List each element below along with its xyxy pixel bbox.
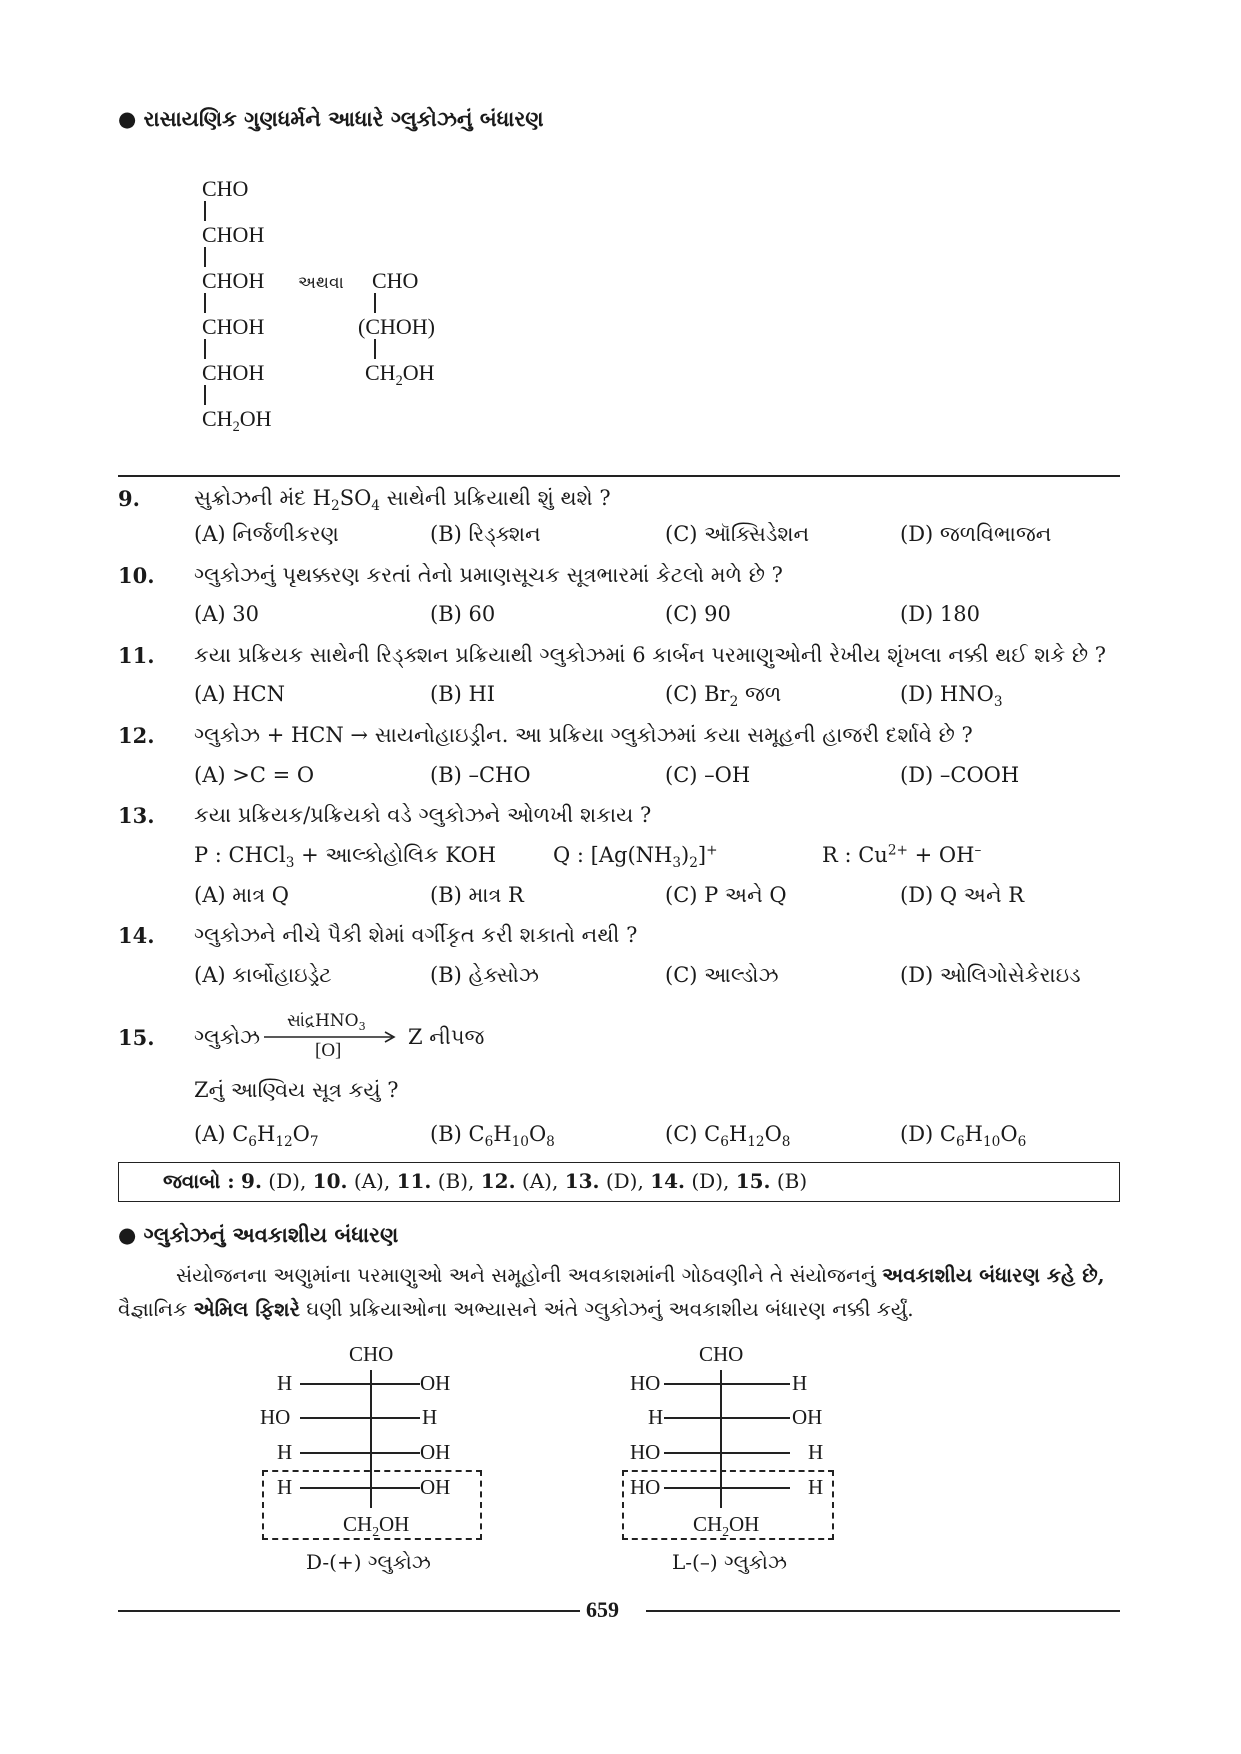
bond: [204, 201, 206, 221]
bond: [664, 1417, 790, 1419]
arrow-bottom-label: [O]: [315, 1040, 342, 1061]
or-word: અથવા: [298, 273, 344, 293]
l-row3-right: H: [808, 1440, 824, 1464]
question-number: 11.: [118, 643, 155, 668]
answer-value: (D),: [605, 1169, 644, 1193]
question-text: કયા પ્રક્રિયક સાથેની રિડ્ક્શન પ્રક્રિયાથી ગ્લુકોઝમાં 6 કાર્બન પરમાણુઓની રેખીય શૃંખલા નક્કી થઈ શકે છે ?: [194, 643, 1107, 667]
answer-num: 13.: [564, 1169, 600, 1193]
question-number: 15.: [118, 1025, 155, 1050]
l-row3-left: HO: [630, 1440, 661, 1464]
option-a: (A) 30: [194, 602, 259, 626]
bond: [204, 339, 206, 359]
footer-rule-left: [118, 1610, 580, 1612]
d-row2-left: HO: [260, 1405, 291, 1429]
l-row2-right: OH: [792, 1405, 823, 1429]
option-b: (B) રિડ્ક્શન: [430, 522, 541, 546]
section-heading-spatial-structure: ● ગ્લુકોઝનું અવકાશીય બંધારણ: [118, 1222, 399, 1247]
option-c: (C) આલ્ડોઝ: [665, 963, 779, 987]
d-glucose-caption: D-(+) ગ્લુકોઝ: [306, 1550, 431, 1574]
answer-num: 12.: [480, 1169, 516, 1193]
bond: [374, 293, 376, 313]
chain-group-3: CHOH: [202, 268, 265, 293]
option-b: (B) $C_6H_{10}O_8$: [430, 1122, 555, 1150]
question-number: 9.: [118, 486, 140, 511]
question-number: 12.: [118, 723, 155, 748]
answer-value: (A),: [521, 1169, 559, 1193]
bond: [204, 293, 206, 313]
option-b: (B) 60: [430, 602, 496, 626]
answer-value: (B),: [437, 1169, 475, 1193]
option-a: (A) >C = O: [194, 763, 315, 787]
bond: [204, 247, 206, 267]
option-a: (A) કાર્બોહાઇડ્રેટ: [194, 963, 332, 987]
l-row1-right: H: [792, 1371, 808, 1395]
reagent-r: R : $Cu^{2+} + OH^-$: [822, 842, 982, 867]
question-text: ગ્લુકોઝનું પૃથક્કરણ કરતાં તેનો પ્રમાણસૂચક સૂત્રભારમાં કેટલો મળે છે ?: [194, 563, 783, 587]
option-a: (A) માત્ર Q: [194, 883, 290, 907]
option-b: (B) HI: [430, 682, 496, 706]
option-b: (B) માત્ર R: [430, 883, 524, 907]
footer-rule-right: [646, 1610, 1120, 1612]
question-number: 14.: [118, 923, 155, 948]
alt-group-2: (CHOH): [358, 314, 435, 339]
reaction-reactant: ગ્લુકોઝ: [194, 1025, 261, 1049]
question-text: સુક્રોઝની મંદ $H_2SO_4$ સાથેની પ્રક્રિયાથી શું થશે ?: [194, 486, 611, 514]
option-d: (D) ઓલિગોસેકેરાઇડ: [900, 963, 1081, 987]
l-glucose-bottom-group: $CH_2OH$: [693, 1512, 760, 1539]
d-row3-left: H: [277, 1440, 293, 1464]
bond: [300, 1383, 420, 1385]
option-d: (D) –COOH: [900, 763, 1020, 787]
option-d: (D) જળવિભાજન: [900, 522, 1052, 546]
option-c: (C) $C_6H_{12}O_8$: [665, 1122, 791, 1150]
option-d: (D) $C_6H_{10}O_6$: [900, 1122, 1027, 1150]
bond: [300, 1417, 420, 1419]
option-c: (C) ઑક્સિડેશન: [665, 522, 810, 546]
d-row3-right: OH: [420, 1440, 451, 1464]
question-number: 13.: [118, 803, 155, 828]
option-a: (A) $C_6H_{12}O_7$: [194, 1122, 319, 1150]
paragraph-line-2: વૈજ્ઞાનિક એમિલ ફિશરે ઘણી પ્રક્રિયાઓના અભ્યાસને અંતે ગ્લુકોઝનું અવકાશીય બંધારણ નક્કી કર્યું.: [118, 1297, 914, 1321]
chain-group-4: CHOH: [202, 314, 265, 339]
question-number: 10.: [118, 563, 155, 588]
l-row1-left: HO: [630, 1371, 661, 1395]
l-row4-left: HO: [630, 1475, 661, 1499]
option-a: (A) નિર્જળીકરણ: [194, 522, 339, 546]
answer-value: (A),: [353, 1169, 391, 1193]
option-d: (D) Q અને R: [900, 883, 1025, 907]
d-row1-left: H: [277, 1371, 293, 1395]
divider: [118, 475, 1120, 477]
answers-label: જવાબો :: [163, 1169, 235, 1193]
answers-box: [118, 1162, 1120, 1202]
answer-value: (B): [776, 1169, 808, 1193]
bond: [664, 1383, 790, 1385]
option-c: (C) $Br_2$ જળ: [665, 682, 782, 710]
l-row4-right: H: [808, 1475, 824, 1499]
answer-value: (D),: [268, 1169, 307, 1193]
l-glucose-caption: L-(–) ગ્લુકોઝ: [672, 1550, 787, 1574]
option-d: (D) $HNO_3$: [900, 682, 1003, 710]
section-paragraph: [118, 1258, 1120, 1326]
chain-group-6: $CH_2OH$: [202, 406, 272, 435]
answer-num: 10.: [312, 1169, 348, 1193]
alt-group-1: CHO: [372, 268, 419, 293]
reaction-product: Z નીપજ: [408, 1025, 485, 1049]
bond: [300, 1452, 420, 1454]
question-text: Zનું આણ્વિય સૂત્ર કયું ?: [194, 1078, 399, 1102]
bond: [204, 385, 206, 405]
paragraph-line-1: સંયોજનના અણુમાંના પરમાણુઓ અને સમૂહોની અવકાશમાંની ગોઠવણીને તે સંયોજનનું અવકાશીય બંધારણ કહે છે,: [176, 1263, 1105, 1287]
option-b: (B) હેક્સોઝ: [430, 963, 539, 987]
answer-num: 15.: [735, 1169, 771, 1193]
d-glucose-dashed-box: [262, 1470, 482, 1540]
l-glucose-dashed-box: [622, 1470, 834, 1540]
alt-group-3: $CH_2OH$: [365, 360, 435, 389]
l-glucose-top-group: CHO: [699, 1342, 744, 1366]
answer-num: 11.: [396, 1169, 432, 1193]
d-row1-right: OH: [420, 1371, 451, 1395]
d-glucose-top-group: CHO: [349, 1342, 394, 1366]
d-glucose-bottom-group: $CH_2OH$: [343, 1512, 410, 1539]
section-heading-chemical-structure: ● રાસાયણિક ગુણધર્મને આધારે ગ્લુકોઝનું બંધારણ: [118, 106, 544, 131]
question-text: ગ્લુકોઝને નીચે પૈકી શેમાં વર્ગીકૃત કરી શકાતો નથી ?: [194, 923, 638, 947]
question-text: ગ્લુકોઝ + HCN → સાયનોહાઇડ્રીન. આ પ્રક્રિયા ગ્લુકોઝમાં કયા સમૂહની હાજરી દર્શાવે છે ?: [194, 723, 973, 747]
d-row4-left: H: [277, 1475, 293, 1499]
answers-line: [163, 1169, 807, 1193]
chain-group-2: CHOH: [202, 222, 265, 247]
bond: [664, 1452, 790, 1454]
l-row2-left: H: [648, 1405, 664, 1429]
reagent-p: P : CHCl$_3$ + આલ્કોહોલિક KOH: [194, 843, 497, 871]
option-c: (C) P અને Q: [665, 883, 787, 907]
page-number: 659: [586, 1597, 619, 1622]
option-a: (A) HCN: [194, 682, 285, 706]
chain-group-5: CHOH: [202, 360, 265, 385]
d-row2-right: H: [422, 1405, 438, 1429]
option-c: (C) 90: [665, 602, 731, 626]
arrow-top-label: સાંદ્રHNO$_3$: [287, 1011, 366, 1033]
answer-value: (D),: [691, 1169, 730, 1193]
reagent-q: Q : $[Ag(NH_3)_2]^+$: [553, 842, 718, 871]
option-d: (D) 180: [900, 602, 980, 626]
answer-num: 14.: [650, 1169, 685, 1193]
chain-group-1: CHO: [202, 176, 249, 201]
answer-num: 9.: [241, 1169, 262, 1193]
option-b: (B) –CHO: [430, 763, 531, 787]
question-text: કયા પ્રક્રિયક/પ્રક્રિયકો વડે ગ્લુકોઝને ઓળખી શકાય ?: [194, 803, 652, 827]
option-c: (C) –OH: [665, 763, 751, 787]
d-row4-right: OH: [420, 1475, 451, 1499]
bond: [374, 339, 376, 359]
